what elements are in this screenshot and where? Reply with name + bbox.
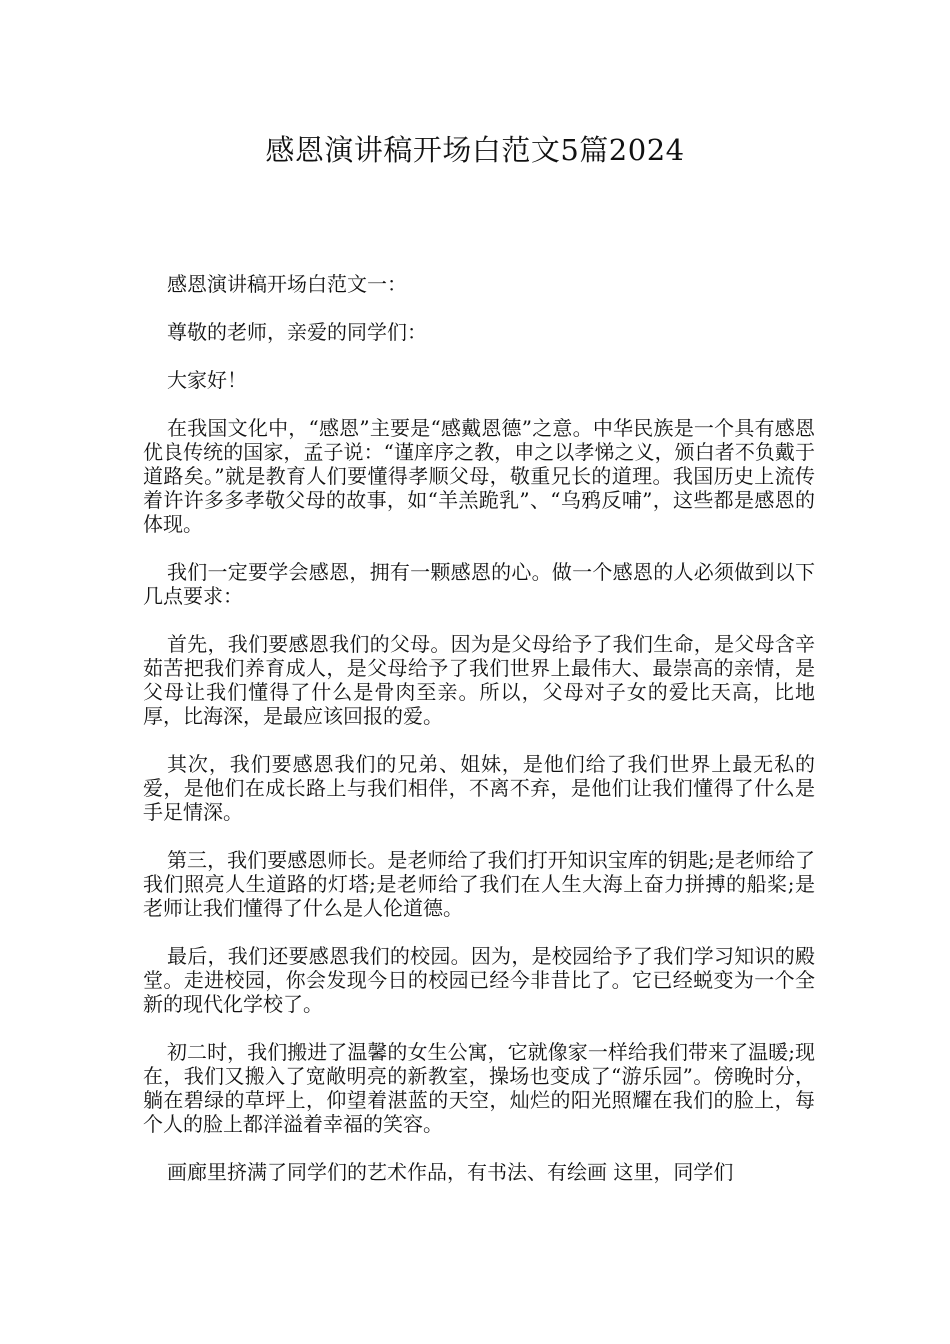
paragraph: 在我国文化中，“感恩”主要是“感戴恩德”之意。中华民族是一个具有感恩优良传统的国家，孟子说：“谨庠序之教，申之以孝悌之义，颁白者不负戴于道路矣。”就是教育人们要懂得孝顺父母，敬重兄长的道理。我国历史上流传着许许多多孝敬父母的故事，如“羊羔跪乳”、“乌鸦反哺”，这些都是感恩的体现。 xyxy=(143,416,815,536)
paragraph: 我们一定要学会感恩，拥有一颗感恩的心。做一个感恩的人必须做到以下几点要求： xyxy=(143,560,815,608)
document-title: 感恩演讲稿开场白范文5篇2024 xyxy=(265,133,685,167)
paragraph: 画廊里挤满了同学们的艺术作品，有书法、有绘画 这里，同学们 xyxy=(167,1160,734,1184)
paragraph-salutation: 尊敬的老师，亲爱的同学们： xyxy=(167,320,427,344)
document-body xyxy=(143,272,815,1184)
paragraph-heading-1: 感恩演讲稿开场白范文一： xyxy=(167,272,407,296)
paragraph: 其次，我们要感恩我们的兄弟、姐妹，是他们给了我们世界上最无私的爱，是他们在成长路上与我们相伴，不离不弃，是他们让我们懂得了什么是手足情深。 xyxy=(143,752,815,824)
paragraph: 初二时，我们搬进了温馨的女生公寓，它就像家一样给我们带来了温暖;现在，我们又搬入了宽敞明亮的新教室，操场也变成了“游乐园”。傍晚时分，躺在碧绿的草坪上，仰望着湛蓝的天空，灿烂的阳光照耀在我们的脸上，每个人的脸上都洋溢着幸福的笑容。 xyxy=(143,1040,815,1136)
paragraph: 第三，我们要感恩师长。是老师给了我们打开知识宝库的钥匙;是老师给了我们照亮人生道路的灯塔;是老师给了我们在人生大海上奋力拼搏的船桨;是老师让我们懂得了什么是人伦道德。 xyxy=(143,848,815,920)
paragraph: 最后，我们还要感恩我们的校园。因为，是校园给予了我们学习知识的殿堂。走进校园，你会发现今日的校园已经今非昔比了。它已经蜕变为一个全新的现代化学校了。 xyxy=(143,944,815,1016)
paragraph-greeting: 大家好！ xyxy=(167,368,247,392)
paragraph: 首先，我们要感恩我们的父母。因为是父母给予了我们生命，是父母含辛茹苦把我们养育成人，是父母给予了我们世界上最伟大、最崇高的亲情，是父母让我们懂得了什么是骨肉至亲。所以，父母对子女的爱比天高，比地厚，比海深，是最应该回报的爱。 xyxy=(143,632,815,728)
